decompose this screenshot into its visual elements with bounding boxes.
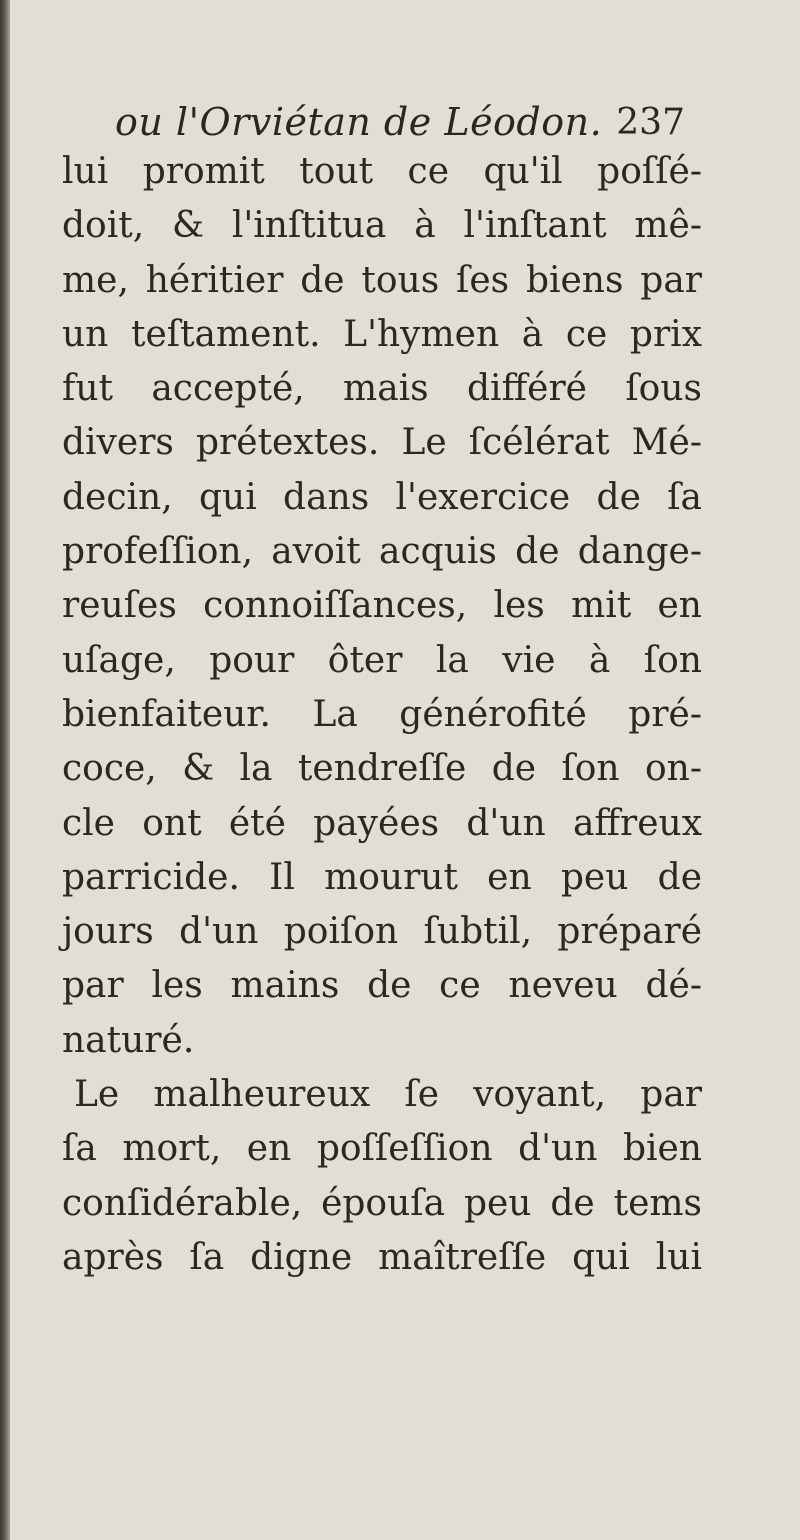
text-line: cle ont été payées d'un affreux xyxy=(62,802,702,844)
page-number: 237 xyxy=(616,102,685,143)
text-line: après ſa digne maîtreſſe qui lui xyxy=(62,1236,702,1278)
text-line: reuſes connoiſſances, les mit en xyxy=(62,585,702,627)
text-line: naturé. xyxy=(62,1019,195,1061)
text-line: uſage, pour ôter la vie à ſon xyxy=(62,639,702,681)
text-line: par les mains de ce neveu dé- xyxy=(62,965,702,1007)
body-text xyxy=(62,145,702,1285)
text-line: un teſtament. L'hymen à ce prix xyxy=(62,313,702,355)
text-line: lui promit tout ce qu'il poſſé- xyxy=(62,151,702,192)
running-title: ou l'Orviétan de Léodon. xyxy=(115,100,603,144)
text-line: doit, & l'inſtitua à l'inſtant mê- xyxy=(62,205,702,247)
text-line: Le malheureux ſe voyant, par xyxy=(74,1074,702,1116)
binding-edge xyxy=(0,0,10,1540)
text-line: jours d'un poiſon ſubtil, préparé xyxy=(62,911,702,953)
page-header xyxy=(115,100,685,150)
text-line: divers prétextes. Le ſcélérat Mé- xyxy=(62,422,702,464)
text-line: fut accepté, mais différé ſous xyxy=(62,368,702,410)
text-line: coce, & la tendreſſe de ſon on- xyxy=(62,748,702,790)
text-line: bienfaiteur. La générofité pré- xyxy=(62,693,702,735)
text-line: parricide. Il mourut en peu de xyxy=(62,856,702,898)
text-line: decin, qui dans l'exercice de ſa xyxy=(62,476,702,518)
text-line: me, héritier de tous ſes biens par xyxy=(62,259,702,301)
text-line: profeſſion, avoit acquis de dange- xyxy=(62,531,702,573)
text-line: conſidérable, épouſa peu de tems xyxy=(62,1182,702,1224)
text-line: ſa mort, en poſſeſſion d'un bien xyxy=(62,1128,702,1170)
